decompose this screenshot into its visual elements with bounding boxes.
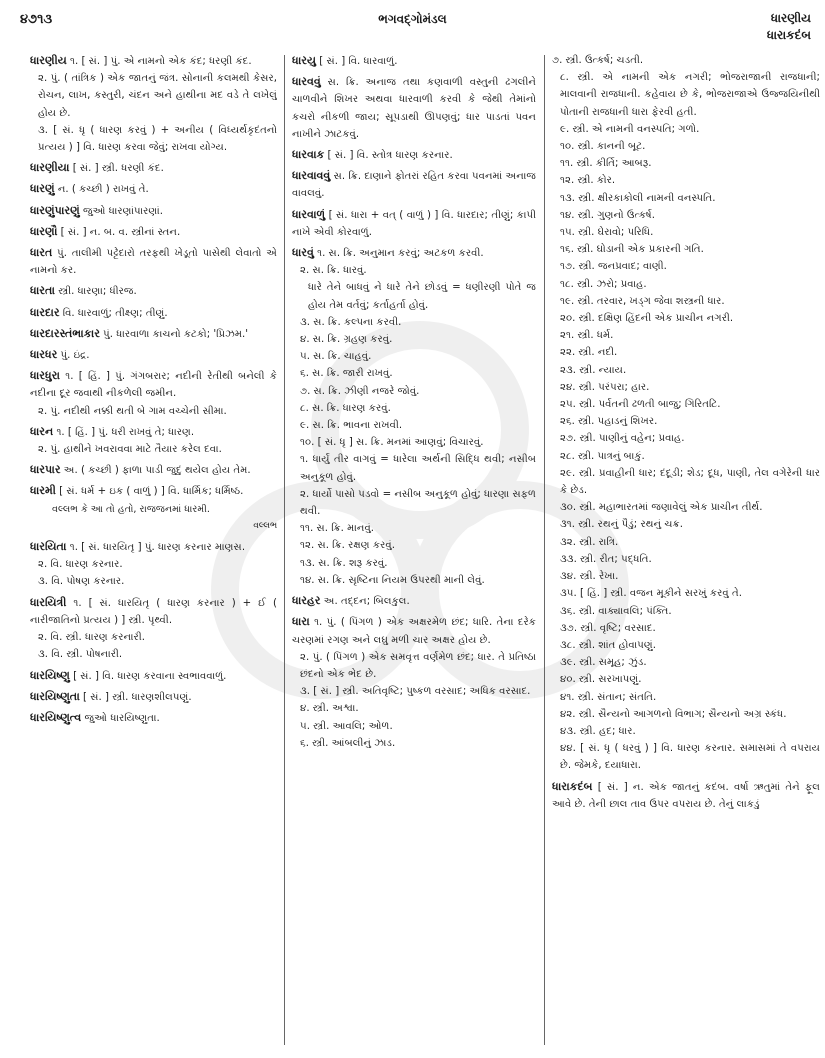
definition-sense: ૨. ધાર્યો પાસો પડવો = નસીબ અનુકૂળ હોવું; ધારણા સફળ થવી. [300,488,536,518]
definition-sense: ૩. વિ. પોષણ કરનાર. [38,576,125,588]
definition-sense: ૧. ધાર્યું તીર વાગવું = ધારેલા અર્થની સિદ્ધિ થવી; નસીબ અનુકૂળ હોવું. [300,454,536,483]
definition-first-line [30,159,277,177]
definition-sense: ૫. સ્ત્રી. આવલિ; ઓળ. [300,720,393,732]
definition-sense: ૪૧. સ્ત્રી. સંતાન; સંતતિ. [560,691,657,703]
definition-sense: ૨. પું. હાથીને ખવરાવવા માટે તૈયાર કરેલ દવા. [38,444,222,456]
definition-sense: ૧૨. સ્ત્રી. કોર. [560,175,616,187]
definition-sense: ૧૬. સ્ત્રી. ઘોડાની એક પ્રકારની ગતિ. [560,244,704,256]
definition-first-line [30,180,277,198]
definition-sense: ૩૮. સ્ત્રી. શાંત હોવાપણું. [560,639,656,651]
headword: ધારા [292,615,310,629]
definition-sense: ૩૬. સ્ત્રી. વાક્યાવલિ; પંક્તિ. [560,605,672,617]
dictionary-entry [30,202,277,220]
definition-sense: ૪૪. [ સં. ધૃ ( ધરવું ) ] વિ. ધારણ કરનાર. સમાસમાં તે વપરાય છે. જેમકે, દયાધારા. [560,743,820,772]
definition-sense: ૨૮. સ્ત્રી. પાત્રનું બાકું. [560,450,645,462]
column-divider [544,55,545,1045]
definition-text: સ. ક્રિ. દાણાને ફોતરાં રહિત કરવા પવનમાં અનાજ વાવલવું. [292,171,536,200]
definition-text: [ સં. ધર્મ + ઇક ( વાળું ) ] વિ. ધાર્મિક; ધર્મિષ્ઠ. [59,486,244,498]
definition-text: ૧. પું. ( પિંગળ ) એક અક્ષરમેળ છંદ; ધારિ. તેના દરેક ચરણમાં રગણ અને લઘુ મળી ચાર અક્ષર હોય છે. [292,617,536,646]
definition-sense: ૮. સ્ત્રી. એ નામની એક નગરી; ભોજરાજાની રાજધાની; માલવાની રાજધાની. કહેવાય છે કે, ભોજરાજાએ ઉજ્જયિનીથી પોતાની રાજધાની ધારા ફેરવી હતી. [560,72,820,118]
definition-sense: ૩૯. સ્ત્રી. સમૂહ; ઝુંડ. [560,657,647,669]
dictionary-entry [30,688,277,706]
dictionary-entry [552,778,820,813]
definition-sense: ૨. પું. ( તાંત્રિક ) એક જાતનું જંત્ર. સોનાની કલમથી કેસર, રોચન, લાખ, કસ્તુરી, ચંદન અને હાથીના મદ વડે તે લખેલું હોય છે. [38,73,277,119]
definition-first-line [292,244,536,262]
definition-sense: ૨૩. સ્ત્રી. ન્યાય. [560,364,627,376]
dictionary-entry [292,206,536,241]
definition-sense: ૨. પું. ( પિંગળ ) એક સમવૃત્ત વર્ણમેળ છંદ; ધાર. તે પ્રતિષ્ઠા છંદનો એક ભેદ છે. [300,651,536,680]
headword: ધારવાક [292,148,325,162]
definition-sense: ૨. સ. ક્રિ. ધારવું. [300,265,367,277]
dictionary-entry [30,52,277,156]
dictionary-entry [292,613,536,752]
definition-sense: ૧૮. સ્ત્રી. ઝરો; પ્રવાહ. [560,278,647,290]
definition-sense: ૨. વિ. ધારણ કરનાર. [38,559,123,571]
dictionary-entry [30,594,277,664]
definition-text: સ. ક્રિ. અનાજ તથા કણવાળી વસ્તુની ઢગલીને ચાળવીને શિખર અથવા ધારવાળી કરવી કે જેથી તેમાંનો કચરો નીકળી જાય; સૂપડાથી ઊપણવું; ધાર પાડતાં પવન નાખીને ઝાટકવું. [292,77,536,140]
definition-first-line [30,538,277,556]
definition-first-line [30,709,277,727]
definition-sense: ૩૪. સ્ત્રી. રેખા. [560,571,619,583]
dictionary-entry [30,538,277,591]
definition-sense: ૪. સ્ત્રી. અશ્વા. [300,703,359,715]
definition-sense: ૨. વિ. સ્ત્રી. ધારણ કરનારી. [38,632,145,644]
definition-text: ૧. [ સં. ધારયિતૃ ] પું. ધારણ કરનાર માણસ. [69,542,246,554]
definition-sense: ૧૪. સ. ક્રિ. સૃષ્ટિના નિયમ ઉપરથી માની લેવું. [300,574,485,586]
definition-text: ૧. [ હિં. ] પું. ધરી રાખવું તે; ધારણ. [56,426,195,438]
page-header [0,0,825,48]
definition-sense: ૩. [ સં. ] સ્ત્રી. અતિવૃષ્ટિ; પુષ્કળ વરસાદ; અધિક વરસાદ. [300,686,531,698]
definition-first-line: ૭. સ્ત્રી. ઉત્કર્ષ; ચડતી. [552,55,644,66]
headword: ધારયુ [292,54,316,67]
definition-sense: ૨૬. સ્ત્રી. પહાડનું શિખર. [560,416,658,428]
page-number: ૪૭૧૩ [20,12,53,27]
headword: ધારણીય [30,54,67,67]
headword: ધારત [30,246,53,260]
definition-text: [ સં. ] વિ. ધારણ કરવાના સ્વભાવવાળું. [73,670,227,682]
dictionary-entry [552,52,820,775]
guide-words [767,10,811,44]
headword: ધારન [30,424,54,438]
definition-first-line [30,223,277,241]
headword: ધારપાર [30,463,61,477]
definition-sense: ૨૦. સ્ત્રી. દક્ષિણ હિંદની એક પ્રાચીન નગરી. [560,313,734,325]
headword: ધારવું [292,246,314,260]
dictionary-entry [30,346,277,364]
dictionary-entry [30,325,277,343]
definition-sense: ૩. વિ. સ્ત્રી. પોષનારી. [38,649,123,661]
definition-sense: ૬. સ્ત્રી. આંબલીનું ઝાડ. [300,737,396,749]
definition-first-line [30,423,277,441]
definition-text: ૧. [ સં. ધારયિતૃ ( ધારણ કરનાર ) + ઈ ( નારીજાતિનો પ્રત્યય ) ] સ્ત્રી. પૃથ્વી. [30,597,277,626]
definition-first-line [30,244,277,279]
definition-first-line [552,778,820,813]
column-3 [552,52,820,1052]
definition-first-line [30,594,277,629]
headword: ધારયિત્રી [30,595,67,609]
definition-first-line [30,688,277,706]
headword: ધારધર [30,348,58,362]
definition-first-line [30,346,277,364]
guide-word-first: ધારણીય [770,11,811,25]
dictionary-entry [292,52,536,70]
dictionary-entry [30,709,277,727]
definition-sense: ૨૫. સ્ત્રી. પર્વતની ઢળતી બાજુ; ગિરિતટિ. [560,399,721,411]
guide-word-last: ધારાકદંબ [766,28,811,42]
definition-first-line [292,146,536,164]
dictionary-entry [30,180,277,198]
book-title: ભગવદ્ગોમંડલ [378,12,447,26]
definition-text: [ સં. ] વિ. સ્તોત્ર ધારણ કરનાર. [327,150,453,162]
definition-sense: ૨૭. સ્ત્રી. પાણીનું વહેન; પ્રવાહ. [560,433,685,445]
definition-text: પું. તાલીમી પટ્ટેદારો તરફથી ખેડૂતો પાસેથી લેવાતો એ નામનો કર. [30,248,277,277]
definition-sense: ૩૫. [ હિં. ] સ્ત્રી. વજન મૂકીને સરખું કરવું તે. [560,588,742,600]
definition-sense: ૨. પું. નદીથી નક્કી થતી બે ગામ વચ્ચેની સીમા. [38,405,227,417]
headword: ધારણું [30,182,55,196]
definition-sense: ૧૦. [ સં. ધૃ ] સ. ક્રિ. મનમાં આણવું; વિચારવું. [300,437,484,449]
column-2 [292,52,536,1052]
definition-sense: ૨૯. સ્ત્રી. પ્રવાહીની ધાર; દંદૂડી; શેડ; દૂધ, પાણી, તેલ વગેરેની ધાર કે છેડ. [560,467,820,497]
definition-sense: ૯. સ. ક્રિ. ભાવના રાખવી. [300,420,403,432]
headword: ધારમી [30,484,56,498]
headword: ધારહર [292,594,321,608]
definition-sense: ધારે તેને બાધવું ને ધારે તેને છોડવું = ધણીરણી પોતે જ હોય તેમ વર્તવું; કર્તાહર્તા હોવું. [308,282,536,311]
dictionary-entry [30,367,277,420]
dictionary-entry [30,282,277,300]
definition-first-line [292,73,536,143]
definition-text: [ સં. ] સ્ત્રી. ધરણી કંદ. [72,163,164,175]
column-1 [30,52,277,1052]
quote-citation: વલ્લભ [253,520,277,531]
dictionary-entry [30,244,277,279]
definition-text: વિ. ધારવાળું; તીક્ષ્ણ; તીણું. [62,307,168,319]
dictionary-entry [292,73,536,143]
definition-text: ન. ( કચ્છી ) રાખવું તે. [57,184,149,196]
definition-text: [ સં. ] સ્ત્રી. ધારણશીલપણું. [83,691,192,703]
definition-sense: ૧૩. સ. ક્રિ. શરૂ કરવું. [300,557,388,569]
headword: ધારયિષ્ણુત્વ [30,710,82,724]
definition-first-line [30,52,277,70]
definition-first-line [30,202,277,220]
dictionary-entry [30,461,277,479]
definition-sense: ૧૧. સ્ત્રી. કીર્તિ; આબરૂ. [560,158,652,170]
definition-text: સ્ત્રી. ધારણા; ધીરજ. [58,286,137,298]
definition-first-line [30,304,277,322]
definition-sense: ૩૭. સ્ત્રી. વૃષ્ટિ; વરસાદ. [560,622,656,634]
definition-text: જુઓ ધારયિષ્ણુતા. [84,712,160,724]
definition-sense: ૩૦. સ્ત્રી. મહાભારતમાં જણાવેલું એક પ્રાચીન તીર્થ. [560,502,763,514]
definition-first-line [292,52,536,70]
headword: ધારતા [30,284,55,298]
definition-first-line [30,667,277,685]
definition-first-line [30,461,277,479]
definition-sense: ૪. સ. ક્રિ. ગ્રહણ કરવું. [300,334,393,346]
definition-sense: ૩. સ. ક્રિ. કલ્પના કરવી. [300,316,402,328]
definition-text: [ સં. ધારા + વત્ ( વાળું ) ] વિ. ધારદાર; તીણું; કાપી નાખે એવી કોરવાળું. [292,209,536,238]
dictionary-entry [30,482,277,535]
definition-text: અ. તદ્દન; બિલકુલ. [323,596,410,608]
dictionary-entry [292,592,536,610]
headword: ધારયિષ્ણુ [30,668,70,682]
definition-text: [ સં. ] ન. એક જાતનું કદંબ. વર્ષા ઋતુમાં તેને ફૂલ આવે છે. તેની છાલ તાવ ઉપર વપરાય છે. તેનું લાકડું [552,781,820,810]
definition-sense: ૯. સ્ત્રી. એ નામની વનસ્પતિ; ગળો. [560,123,700,135]
definition-first-line [30,325,277,343]
headword: ધારવવું [292,75,321,89]
definition-sense: ૩૧. સ્ત્રી. રથનું પૈડું; રથનું ચક્ર. [560,519,683,531]
definition-sense: ૫. સ. ક્રિ. ચાહવું. [300,351,372,363]
definition-first-line [292,167,536,202]
definition-text: ૧. સ. ક્રિ. અનુમાન કરવું; અટકળ કરવી. [317,248,484,260]
headword: ધારણુંપારણું [30,203,80,217]
definition-text: અ. ( કચ્છી ) ફાળા પાડી જુદું થયેલ હોય તેમ. [63,465,251,477]
headword: ધારદાર [30,305,60,319]
definition-sense: ૨૧. સ્ત્રી. ધર્મ. [560,330,614,342]
headword: ધારવાવવું [292,169,331,183]
definition-sense: ૭. સ. ક્રિ. ઝીણી નજરે જોવું. [300,385,420,397]
definition-first-line [292,206,536,241]
dictionary-entry [30,667,277,685]
definition-sense: ૪૩. સ્ત્રી. હદ; ધાર. [560,725,636,737]
definition-sense: ૨૪. સ્ત્રી. પરંપરા; હાર. [560,381,650,393]
definition-text: પું. ધારવાળા કાચનો કટકો; 'પ્રિઝમ.' [103,328,249,340]
definition-text: ૧. [ હિં. ] પું. ગંગબરાર; નદીની રેતીથી બનેલી કે નદીના દૂર જવાથી નીકળેલી જમીન. [30,371,277,400]
definition-text: જુઓ ધારણાંપારણાં. [82,205,164,217]
definition-text: પું. ઇંદ્ર. [60,350,90,362]
dictionary-entry [30,423,277,458]
definition-sense: ૧૭. સ્ત્રી. જનપ્રવાદ; વાણી. [560,261,667,273]
headword: ધારણૌ [30,224,58,238]
usage-quote: વલ્લભ કે આ તો હતો, રાજજનમાં ધારમી. [52,503,210,515]
definition-sense: ૬. સ. ક્રિ. જારી રાખવું. [300,368,393,380]
dictionary-entry [292,167,536,202]
definition-sense: ૧૦. સ્ત્રી. કાનની બૂટ. [560,141,646,153]
headword: ધારદારસ્તંભાકાર [30,326,100,340]
definition-sense: ૧૩. સ્ત્રી. ક્ષીરકાકોલી નામની વનસ્પતિ. [560,192,716,204]
definition-first-line [292,613,536,648]
definition-text: ૧. [ સં. ] પું. એ નામનો એક કંદ; ધરણી કંદ. [69,56,252,67]
dictionary-entry [30,223,277,241]
definition-sense: ૪૨. સ્ત્રી. સૈન્યનો આગળનો વિભાગ; સૈન્યનો અગ્ર સ્કંધ. [560,708,787,720]
column-divider [284,55,285,1045]
headword: ધારધુરા [30,369,60,383]
dictionary-entry [292,146,536,164]
definition-sense: ૧૨. સ. ક્રિ. રક્ષણ કરવું. [300,540,395,552]
definition-sense: ૧૧. સ. ક્રિ. માનવું. [300,523,375,535]
headword: ધારયિષ્ણુતા [30,689,80,703]
dictionary-entry [30,159,277,177]
definition-first-line [30,282,277,300]
definition-sense: ૩૨. સ્ત્રી. રાત્રિ. [560,536,619,548]
definition-sense: ૪૦. સ્ત્રી. સરખાપણું. [560,674,642,686]
dictionary-entry [30,304,277,322]
definition-sense: ૩૩. સ્ત્રી. રીત; પદ્ધતિ. [560,553,652,565]
definition-sense: ૩. [ સં. ધૃ ( ધારણ કરવું ) + અનીય ( વિધ્યર્થકૃદંતનો પ્રત્યય ) ] વિ. ધારણ કરવા જેવું; રાખવા યોગ્ય. [38,124,277,154]
headword: ધારણીયા [30,161,70,175]
headword: ધારાકદંબ [552,779,593,793]
definition-text: [ સં. ] ન. બ. વ. સ્ત્રીનાં સ્તન. [60,226,181,238]
definition-text: [ સં. ] વિ. ધારવાળું. [319,56,398,67]
definition-sense: ૧૫. સ્ત્રી. ઘેરાવો; પરિધિ. [560,227,654,239]
headword: ધારયિતા [30,540,67,554]
definition-sense: ૮. સ. ક્રિ. ધારણ કરવું. [300,402,391,414]
definition-first-line [30,482,277,500]
definition-first-line [30,367,277,402]
headword: ધારવાળું [292,207,326,221]
dictionary-entry [292,244,536,589]
definition-sense: ૧૪. સ્ત્રી. ગુણનો ઉત્કર્ષ. [560,209,655,221]
definition-sense: ૧૯. સ્ત્રી. તરવાર, ખડ્ગ જેવા શસ્ત્રની ધાર. [560,295,725,307]
definition-first-line [292,592,536,610]
definition-sense: ૨૨. સ્ત્રી. નદી. [560,347,618,359]
